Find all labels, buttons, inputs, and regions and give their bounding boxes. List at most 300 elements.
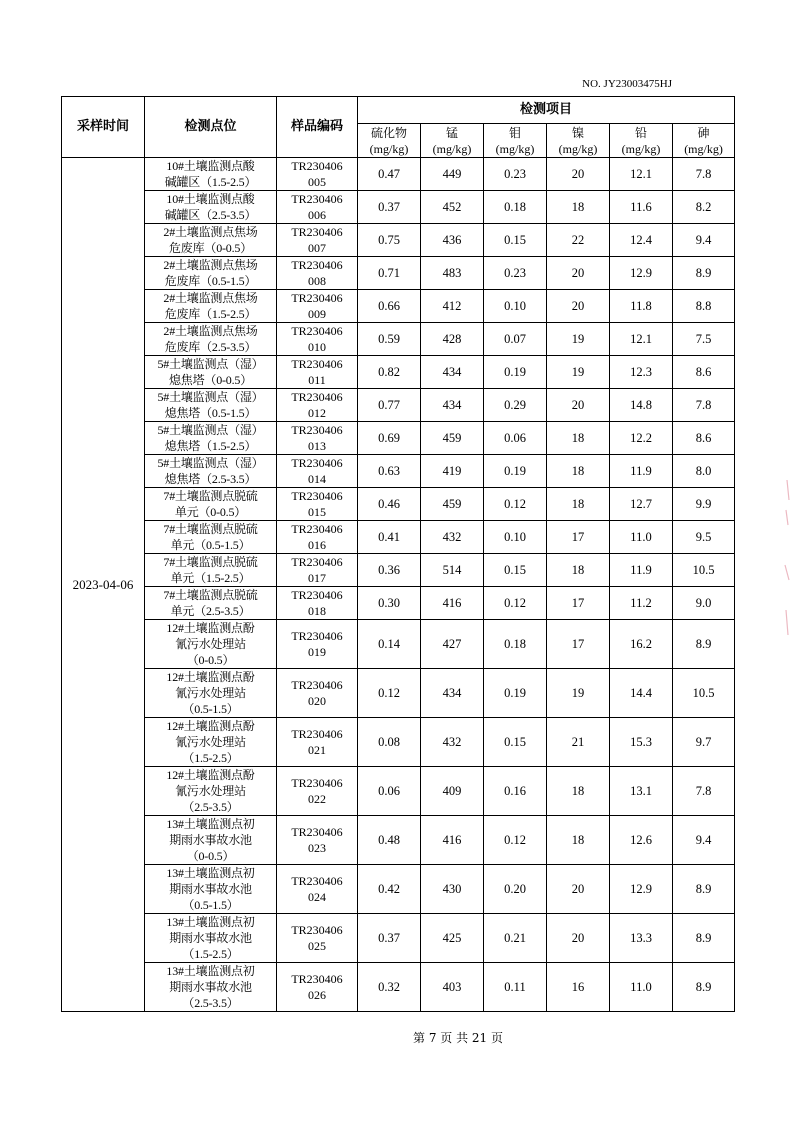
header-sample-code: 样品编码 xyxy=(277,97,358,158)
header-test-items: 检测项目 xyxy=(358,97,735,124)
sample-code-line: 006 xyxy=(308,208,326,222)
value-cell: 9.0 xyxy=(673,587,735,620)
value-cell: 8.9 xyxy=(673,865,735,914)
location-line: （1.5-2.5） xyxy=(182,947,239,961)
value-cell: 12.1 xyxy=(610,158,673,191)
value-cell: 0.47 xyxy=(358,158,421,191)
sample-code-line: 014 xyxy=(308,472,326,486)
value-cell: 0.46 xyxy=(358,488,421,521)
sample-code-line: TR230406 xyxy=(291,159,343,173)
location-line: 危废库（2.5-3.5） xyxy=(164,340,257,354)
sample-code-line: 015 xyxy=(308,505,326,519)
table-row xyxy=(62,356,735,389)
location-cell xyxy=(145,620,277,669)
value-cell: 19 xyxy=(547,356,610,389)
sample-code-line: 007 xyxy=(308,241,326,255)
value-cell: 12.7 xyxy=(610,488,673,521)
value-cell: 0.10 xyxy=(484,521,547,554)
value-cell: 11.0 xyxy=(610,521,673,554)
value-cell: 403 xyxy=(421,963,484,1012)
sample-code-line: TR230406 xyxy=(291,678,343,692)
value-cell: 9.9 xyxy=(673,488,735,521)
value-cell: 17 xyxy=(547,620,610,669)
analyte-unit: (mg/kg) xyxy=(432,141,472,156)
value-cell: 0.59 xyxy=(358,323,421,356)
sample-code-line: 016 xyxy=(308,538,326,552)
table-body xyxy=(62,158,735,1012)
value-cell: 20 xyxy=(547,914,610,963)
location-line: 5#土壤监测点（湿） xyxy=(157,357,264,371)
value-cell: 514 xyxy=(421,554,484,587)
location-line: 单元（2.5-3.5） xyxy=(170,604,251,618)
sample-code-line: TR230406 xyxy=(291,825,343,839)
location-cell xyxy=(145,669,277,718)
location-line: （0-0.5） xyxy=(186,849,235,863)
value-cell: 18 xyxy=(547,488,610,521)
analyte-name: 镍 xyxy=(571,125,584,140)
sample-code-line: 011 xyxy=(308,373,326,387)
sampling-date-cell: 2023-04-06 xyxy=(62,158,145,1012)
value-cell: 0.41 xyxy=(358,521,421,554)
table-row xyxy=(62,914,735,963)
location-line: 13#土壤监测点初 xyxy=(166,915,255,929)
header-analyte xyxy=(673,124,735,158)
value-cell: 459 xyxy=(421,488,484,521)
value-cell: 432 xyxy=(421,718,484,767)
location-cell xyxy=(145,865,277,914)
table-row xyxy=(62,455,735,488)
table-row xyxy=(62,323,735,356)
sample-code-line: 019 xyxy=(308,645,326,659)
value-cell: 20 xyxy=(547,290,610,323)
sample-code-line: 008 xyxy=(308,274,326,288)
table-row xyxy=(62,290,735,323)
value-cell: 0.23 xyxy=(484,257,547,290)
table-row xyxy=(62,224,735,257)
location-line: 12#土壤监测点酚 xyxy=(166,670,255,684)
sample-code-line: TR230406 xyxy=(291,258,343,272)
sample-code-cell xyxy=(277,816,358,865)
value-cell: 0.20 xyxy=(484,865,547,914)
value-cell: 22 xyxy=(547,224,610,257)
sample-code-cell xyxy=(277,191,358,224)
value-cell: 8.2 xyxy=(673,191,735,224)
sample-code-line: TR230406 xyxy=(291,423,343,437)
sample-code-line: 020 xyxy=(308,694,326,708)
value-cell: 0.14 xyxy=(358,620,421,669)
sample-code-line: 017 xyxy=(308,571,326,585)
sample-code-line: TR230406 xyxy=(291,357,343,371)
sample-code-cell xyxy=(277,914,358,963)
sample-code-line: TR230406 xyxy=(291,225,343,239)
value-cell: 16.2 xyxy=(610,620,673,669)
value-cell: 0.29 xyxy=(484,389,547,422)
value-cell: 0.36 xyxy=(358,554,421,587)
value-cell: 436 xyxy=(421,224,484,257)
value-cell: 7.8 xyxy=(673,158,735,191)
location-line: 7#土壤监测点脱硫 xyxy=(163,489,258,503)
sample-code-cell xyxy=(277,587,358,620)
value-cell: 13.3 xyxy=(610,914,673,963)
value-cell: 8.6 xyxy=(673,422,735,455)
value-cell: 432 xyxy=(421,521,484,554)
sample-code-cell xyxy=(277,865,358,914)
location-line: 氰污水处理站 xyxy=(175,686,246,700)
sample-code-line: 013 xyxy=(308,439,326,453)
value-cell: 0.63 xyxy=(358,455,421,488)
sample-code-cell xyxy=(277,554,358,587)
location-line: （0.5-1.5） xyxy=(182,702,239,716)
value-cell: 0.10 xyxy=(484,290,547,323)
sample-code-line: 022 xyxy=(308,792,326,806)
sample-code-line: 005 xyxy=(308,175,326,189)
location-cell xyxy=(145,257,277,290)
location-line: 危废库（1.5-2.5） xyxy=(164,307,257,321)
value-cell: 449 xyxy=(421,158,484,191)
location-cell xyxy=(145,767,277,816)
value-cell: 12.1 xyxy=(610,323,673,356)
header-analyte xyxy=(484,124,547,158)
location-line: 10#土壤监测点酸 xyxy=(166,192,255,206)
sample-code-cell xyxy=(277,963,358,1012)
value-cell: 0.71 xyxy=(358,257,421,290)
location-line: 2#土壤监测点焦场 xyxy=(163,258,258,272)
location-line: 5#土壤监测点（湿） xyxy=(157,390,264,404)
value-cell: 14.8 xyxy=(610,389,673,422)
sample-code-line: 025 xyxy=(308,939,326,953)
sample-code-line: TR230406 xyxy=(291,291,343,305)
location-cell xyxy=(145,158,277,191)
table-row xyxy=(62,669,735,718)
location-line: （2.5-3.5） xyxy=(182,996,239,1010)
table-row xyxy=(62,158,735,191)
value-cell: 11.9 xyxy=(610,554,673,587)
sample-code-line: 018 xyxy=(308,604,326,618)
sample-code-cell xyxy=(277,422,358,455)
table-row xyxy=(62,521,735,554)
value-cell: 0.12 xyxy=(484,587,547,620)
value-cell: 419 xyxy=(421,455,484,488)
value-cell: 9.4 xyxy=(673,816,735,865)
report-number: NO. JY23003475HJ xyxy=(582,78,672,90)
sample-code-cell xyxy=(277,389,358,422)
table-row xyxy=(62,963,735,1012)
value-cell: 11.9 xyxy=(610,455,673,488)
location-line: 2#土壤监测点焦场 xyxy=(163,324,258,338)
location-line: 2#土壤监测点焦场 xyxy=(163,225,258,239)
sample-code-line: TR230406 xyxy=(291,874,343,888)
value-cell: 452 xyxy=(421,191,484,224)
table-row xyxy=(62,620,735,669)
page-number: 第 7 页 共 21 页 xyxy=(413,1031,503,1045)
value-cell: 0.12 xyxy=(484,816,547,865)
table-row xyxy=(62,816,735,865)
location-cell xyxy=(145,290,277,323)
value-cell: 9.5 xyxy=(673,521,735,554)
value-cell: 0.12 xyxy=(358,669,421,718)
analyte-name: 铅 xyxy=(634,125,647,140)
table-row xyxy=(62,865,735,914)
sample-code-line: TR230406 xyxy=(291,972,343,986)
location-cell xyxy=(145,718,277,767)
value-cell: 11.2 xyxy=(610,587,673,620)
sample-code-line: TR230406 xyxy=(291,629,343,643)
location-line: 期雨水事故水池 xyxy=(169,833,252,847)
value-cell: 0.15 xyxy=(484,224,547,257)
value-cell: 412 xyxy=(421,290,484,323)
location-line: 期雨水事故水池 xyxy=(169,931,252,945)
sample-code-line: TR230406 xyxy=(291,192,343,206)
value-cell: 0.06 xyxy=(358,767,421,816)
value-cell: 8.9 xyxy=(673,257,735,290)
value-cell: 16 xyxy=(547,963,610,1012)
value-cell: 0.30 xyxy=(358,587,421,620)
value-cell: 7.5 xyxy=(673,323,735,356)
value-cell: 0.23 xyxy=(484,158,547,191)
value-cell: 0.37 xyxy=(358,191,421,224)
location-line: 13#土壤监测点初 xyxy=(166,817,255,831)
analyte-name: 锰 xyxy=(445,125,458,140)
value-cell: 0.19 xyxy=(484,356,547,389)
value-cell: 8.8 xyxy=(673,290,735,323)
analyte-unit: (mg/kg) xyxy=(558,141,598,156)
location-line: 单元（1.5-2.5） xyxy=(170,571,251,585)
location-line: 熄焦塔（1.5-2.5） xyxy=(164,439,257,453)
value-cell: 17 xyxy=(547,521,610,554)
location-line: 氰污水处理站 xyxy=(175,735,246,749)
sample-code-cell xyxy=(277,767,358,816)
sample-code-line: 009 xyxy=(308,307,326,321)
analyte-unit: (mg/kg) xyxy=(495,141,535,156)
location-line: 碱罐区（2.5-3.5） xyxy=(164,208,257,222)
value-cell: 8.9 xyxy=(673,963,735,1012)
value-cell: 7.8 xyxy=(673,389,735,422)
analyte-name: 硫化物 xyxy=(370,125,407,140)
value-cell: 20 xyxy=(547,257,610,290)
sample-code-cell xyxy=(277,620,358,669)
value-cell: 19 xyxy=(547,323,610,356)
location-cell xyxy=(145,554,277,587)
location-line: 5#土壤监测点（湿） xyxy=(157,423,264,437)
location-cell xyxy=(145,963,277,1012)
value-cell: 0.06 xyxy=(484,422,547,455)
sample-code-line: 021 xyxy=(308,743,326,757)
sample-code-line: TR230406 xyxy=(291,324,343,338)
value-cell: 12.6 xyxy=(610,816,673,865)
value-cell: 18 xyxy=(547,455,610,488)
value-cell: 0.18 xyxy=(484,191,547,224)
header-location: 检测点位 xyxy=(145,97,277,158)
value-cell: 17 xyxy=(547,587,610,620)
value-cell: 10.5 xyxy=(673,669,735,718)
value-cell: 11.6 xyxy=(610,191,673,224)
location-line: 7#土壤监测点脱硫 xyxy=(163,555,258,569)
location-cell xyxy=(145,356,277,389)
value-cell: 12.9 xyxy=(610,865,673,914)
value-cell: 0.77 xyxy=(358,389,421,422)
location-cell xyxy=(145,191,277,224)
value-cell: 434 xyxy=(421,356,484,389)
value-cell: 434 xyxy=(421,389,484,422)
header-analyte xyxy=(421,124,484,158)
sample-code-line: 024 xyxy=(308,890,326,904)
value-cell: 12.2 xyxy=(610,422,673,455)
sample-code-cell xyxy=(277,224,358,257)
value-cell: 459 xyxy=(421,422,484,455)
sample-code-line: TR230406 xyxy=(291,555,343,569)
value-cell: 7.8 xyxy=(673,767,735,816)
sample-code-cell xyxy=(277,257,358,290)
value-cell: 416 xyxy=(421,587,484,620)
location-line: （0.5-1.5） xyxy=(182,898,239,912)
value-cell: 0.19 xyxy=(484,669,547,718)
header-row-1 xyxy=(62,97,735,124)
location-cell xyxy=(145,455,277,488)
value-cell: 8.9 xyxy=(673,620,735,669)
location-line: 13#土壤监测点初 xyxy=(166,866,255,880)
location-line: 危废库（0.5-1.5） xyxy=(164,274,257,288)
sample-code-line: TR230406 xyxy=(291,727,343,741)
location-line: 13#土壤监测点初 xyxy=(166,964,255,978)
location-cell xyxy=(145,914,277,963)
value-cell: 0.15 xyxy=(484,554,547,587)
sample-code-cell xyxy=(277,356,358,389)
value-cell: 0.42 xyxy=(358,865,421,914)
table-row xyxy=(62,587,735,620)
sample-code-line: 023 xyxy=(308,841,326,855)
value-cell: 483 xyxy=(421,257,484,290)
sample-code-cell xyxy=(277,521,358,554)
header-analyte xyxy=(547,124,610,158)
sample-code-cell xyxy=(277,669,358,718)
value-cell: 12.9 xyxy=(610,257,673,290)
location-cell xyxy=(145,422,277,455)
location-line: 熄焦塔（0-0.5） xyxy=(169,373,252,387)
location-line: 5#土壤监测点（湿） xyxy=(157,456,264,470)
value-cell: 13.1 xyxy=(610,767,673,816)
value-cell: 434 xyxy=(421,669,484,718)
value-cell: 0.07 xyxy=(484,323,547,356)
value-cell: 8.6 xyxy=(673,356,735,389)
value-cell: 430 xyxy=(421,865,484,914)
location-cell xyxy=(145,323,277,356)
value-cell: 12.4 xyxy=(610,224,673,257)
location-line: 氰污水处理站 xyxy=(175,784,246,798)
sample-code-cell xyxy=(277,323,358,356)
location-cell xyxy=(145,224,277,257)
location-cell xyxy=(145,521,277,554)
value-cell: 0.75 xyxy=(358,224,421,257)
location-line: 10#土壤监测点酸 xyxy=(166,159,255,173)
value-cell: 0.21 xyxy=(484,914,547,963)
analyte-name: 钼 xyxy=(508,125,521,140)
sample-code-line: 012 xyxy=(308,406,326,420)
sample-code-line: TR230406 xyxy=(291,588,343,602)
table-row xyxy=(62,718,735,767)
table-row xyxy=(62,767,735,816)
location-line: 2#土壤监测点焦场 xyxy=(163,291,258,305)
location-line: 单元（0.5-1.5） xyxy=(170,538,251,552)
sample-code-line: TR230406 xyxy=(291,923,343,937)
value-cell: 0.16 xyxy=(484,767,547,816)
analyte-unit: (mg/kg) xyxy=(621,141,661,156)
seal-edge-mark xyxy=(780,470,790,640)
value-cell: 425 xyxy=(421,914,484,963)
value-cell: 0.12 xyxy=(484,488,547,521)
value-cell: 0.48 xyxy=(358,816,421,865)
table-row xyxy=(62,422,735,455)
value-cell: 19 xyxy=(547,669,610,718)
value-cell: 11.0 xyxy=(610,963,673,1012)
value-cell: 15.3 xyxy=(610,718,673,767)
location-cell xyxy=(145,816,277,865)
sample-code-cell xyxy=(277,488,358,521)
sample-code-cell xyxy=(277,290,358,323)
table-row xyxy=(62,257,735,290)
location-line: 熄焦塔（2.5-3.5） xyxy=(164,472,257,486)
sample-code-cell xyxy=(277,158,358,191)
value-cell: 14.4 xyxy=(610,669,673,718)
location-line: 12#土壤监测点酚 xyxy=(166,768,255,782)
value-cell: 20 xyxy=(547,865,610,914)
value-cell: 428 xyxy=(421,323,484,356)
value-cell: 18 xyxy=(547,191,610,224)
location-line: （1.5-2.5） xyxy=(182,751,239,765)
location-cell xyxy=(145,488,277,521)
value-cell: 0.15 xyxy=(484,718,547,767)
value-cell: 0.37 xyxy=(358,914,421,963)
sample-code-cell xyxy=(277,718,358,767)
sample-code-line: TR230406 xyxy=(291,390,343,404)
location-line: 期雨水事故水池 xyxy=(169,882,252,896)
value-cell: 8.0 xyxy=(673,455,735,488)
location-cell xyxy=(145,587,277,620)
value-cell: 9.4 xyxy=(673,224,735,257)
table-row xyxy=(62,554,735,587)
value-cell: 0.82 xyxy=(358,356,421,389)
sample-code-line: TR230406 xyxy=(291,489,343,503)
results-table xyxy=(61,96,735,1012)
location-line: 单元（0-0.5） xyxy=(174,505,247,519)
analyte-name: 砷 xyxy=(697,125,710,140)
value-cell: 0.19 xyxy=(484,455,547,488)
value-cell: 427 xyxy=(421,620,484,669)
value-cell: 0.18 xyxy=(484,620,547,669)
value-cell: 20 xyxy=(547,158,610,191)
table-row xyxy=(62,191,735,224)
header-analyte xyxy=(610,124,673,158)
value-cell: 416 xyxy=(421,816,484,865)
value-cell: 409 xyxy=(421,767,484,816)
value-cell: 0.66 xyxy=(358,290,421,323)
value-cell: 10.5 xyxy=(673,554,735,587)
location-line: （2.5-3.5） xyxy=(182,800,239,814)
sample-code-line: 026 xyxy=(308,988,326,1002)
value-cell: 18 xyxy=(547,554,610,587)
location-line: 熄焦塔（0.5-1.5） xyxy=(164,406,257,420)
value-cell: 20 xyxy=(547,389,610,422)
header-analyte xyxy=(358,124,421,158)
location-line: 危废库（0-0.5） xyxy=(169,241,252,255)
value-cell: 0.11 xyxy=(484,963,547,1012)
value-cell: 18 xyxy=(547,422,610,455)
value-cell: 9.7 xyxy=(673,718,735,767)
location-line: 氰污水处理站 xyxy=(175,637,246,651)
location-line: 12#土壤监测点酚 xyxy=(166,621,255,635)
value-cell: 21 xyxy=(547,718,610,767)
value-cell: 11.8 xyxy=(610,290,673,323)
value-cell: 0.32 xyxy=(358,963,421,1012)
